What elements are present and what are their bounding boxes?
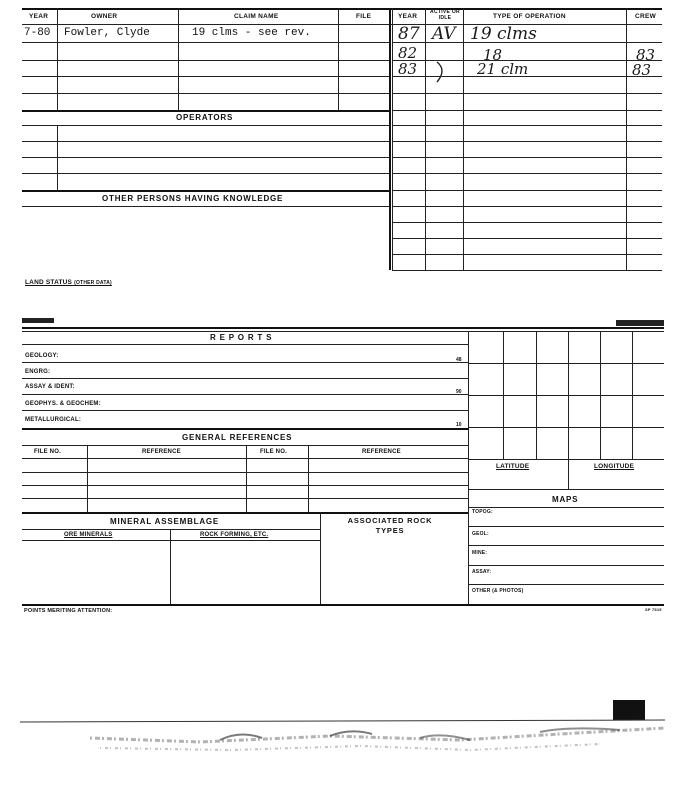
associated-rock-types: ASSOCIATED ROCK TYPES	[347, 516, 433, 535]
points-meriting-label: POINTS MERITING ATTENTION:	[24, 608, 113, 614]
smudge-mark	[616, 320, 664, 326]
form-code: SP 7515	[645, 607, 662, 612]
map-topog: TOPOG:	[472, 509, 493, 515]
rock-forming-header: ROCK FORMING, ETC.	[200, 532, 269, 538]
operation-crew: 83	[636, 46, 656, 64]
other-persons-heading: OTHER PERSONS HAVING KNOWLEDGE	[102, 194, 284, 203]
claim-name: 19 clms - see rev.	[192, 27, 311, 39]
ref-file-no-header: FILE NO.	[34, 449, 61, 455]
operation-type: 19 clms	[470, 24, 537, 44]
ore-minerals-header: ORE MINERALS	[64, 532, 113, 538]
operators-heading: OPERATORS	[176, 113, 234, 122]
ref-reference-header: REFERENCE	[142, 449, 181, 455]
bracket-mark	[425, 60, 465, 84]
header-claim-name: CLAIM NAME	[234, 13, 279, 20]
maps-heading: MAPS	[552, 495, 579, 504]
operation-year: 82	[398, 44, 418, 62]
map-mine: MINE:	[472, 550, 488, 556]
report-engrg-label: ENGRG:	[25, 369, 51, 375]
mineral-assemblage-heading: MINERAL ASSEMBLAGE	[110, 517, 220, 526]
scan-noise	[0, 700, 678, 808]
land-status-label: LAND STATUS	[25, 279, 73, 286]
report-metallurgical-num: 10	[456, 422, 462, 428]
header-crew: CREW	[635, 13, 657, 20]
ref-reference2-header: REFERENCE	[362, 449, 401, 455]
reports-heading: R E P O R T S	[210, 333, 273, 342]
header-file: FILE	[356, 13, 372, 20]
report-geology-num: 48	[456, 357, 462, 363]
header-type-of-operation: TYPE OF OPERATION	[493, 13, 566, 20]
report-assay-num: 90	[456, 389, 462, 395]
operation-crew: 83	[632, 61, 652, 79]
header-year: YEAR	[29, 13, 49, 20]
operation-active: AV	[432, 24, 456, 44]
map-assay: ASSAY:	[472, 569, 492, 575]
owner-year: 7-80	[24, 27, 51, 39]
operation-type: 21 clm	[477, 60, 529, 78]
latitude-label: LATITUDE	[496, 463, 530, 470]
general-references-heading: GENERAL REFERENCES	[182, 433, 293, 442]
report-assay-label: ASSAY & IDENT:	[25, 384, 75, 390]
report-geology-label: GEOLOGY:	[25, 353, 59, 359]
smudge-mark	[22, 318, 54, 323]
land-status-sub: (OTHER DATA)	[74, 280, 112, 286]
header-active-idle: ACTIVE OR IDLE	[430, 9, 460, 21]
map-other: OTHER (& PHOTOS)	[472, 588, 524, 594]
operation-year: 83	[398, 60, 418, 78]
longitude-label: LONGITUDE	[594, 463, 635, 470]
header-owner: OWNER	[91, 13, 118, 20]
report-metallurgical-label: METALLURGICAL:	[25, 417, 82, 423]
map-geol: GEOL:	[472, 531, 489, 537]
operation-type: 18	[483, 46, 503, 64]
owner-name: Fowler, Clyde	[64, 27, 150, 39]
operation-year: 87	[398, 24, 420, 44]
header-year-operation: YEAR	[398, 13, 418, 20]
report-geophys-label: GEOPHYS. & GEOCHEM:	[25, 401, 101, 407]
ref-file-no2-header: FILE NO.	[260, 449, 287, 455]
